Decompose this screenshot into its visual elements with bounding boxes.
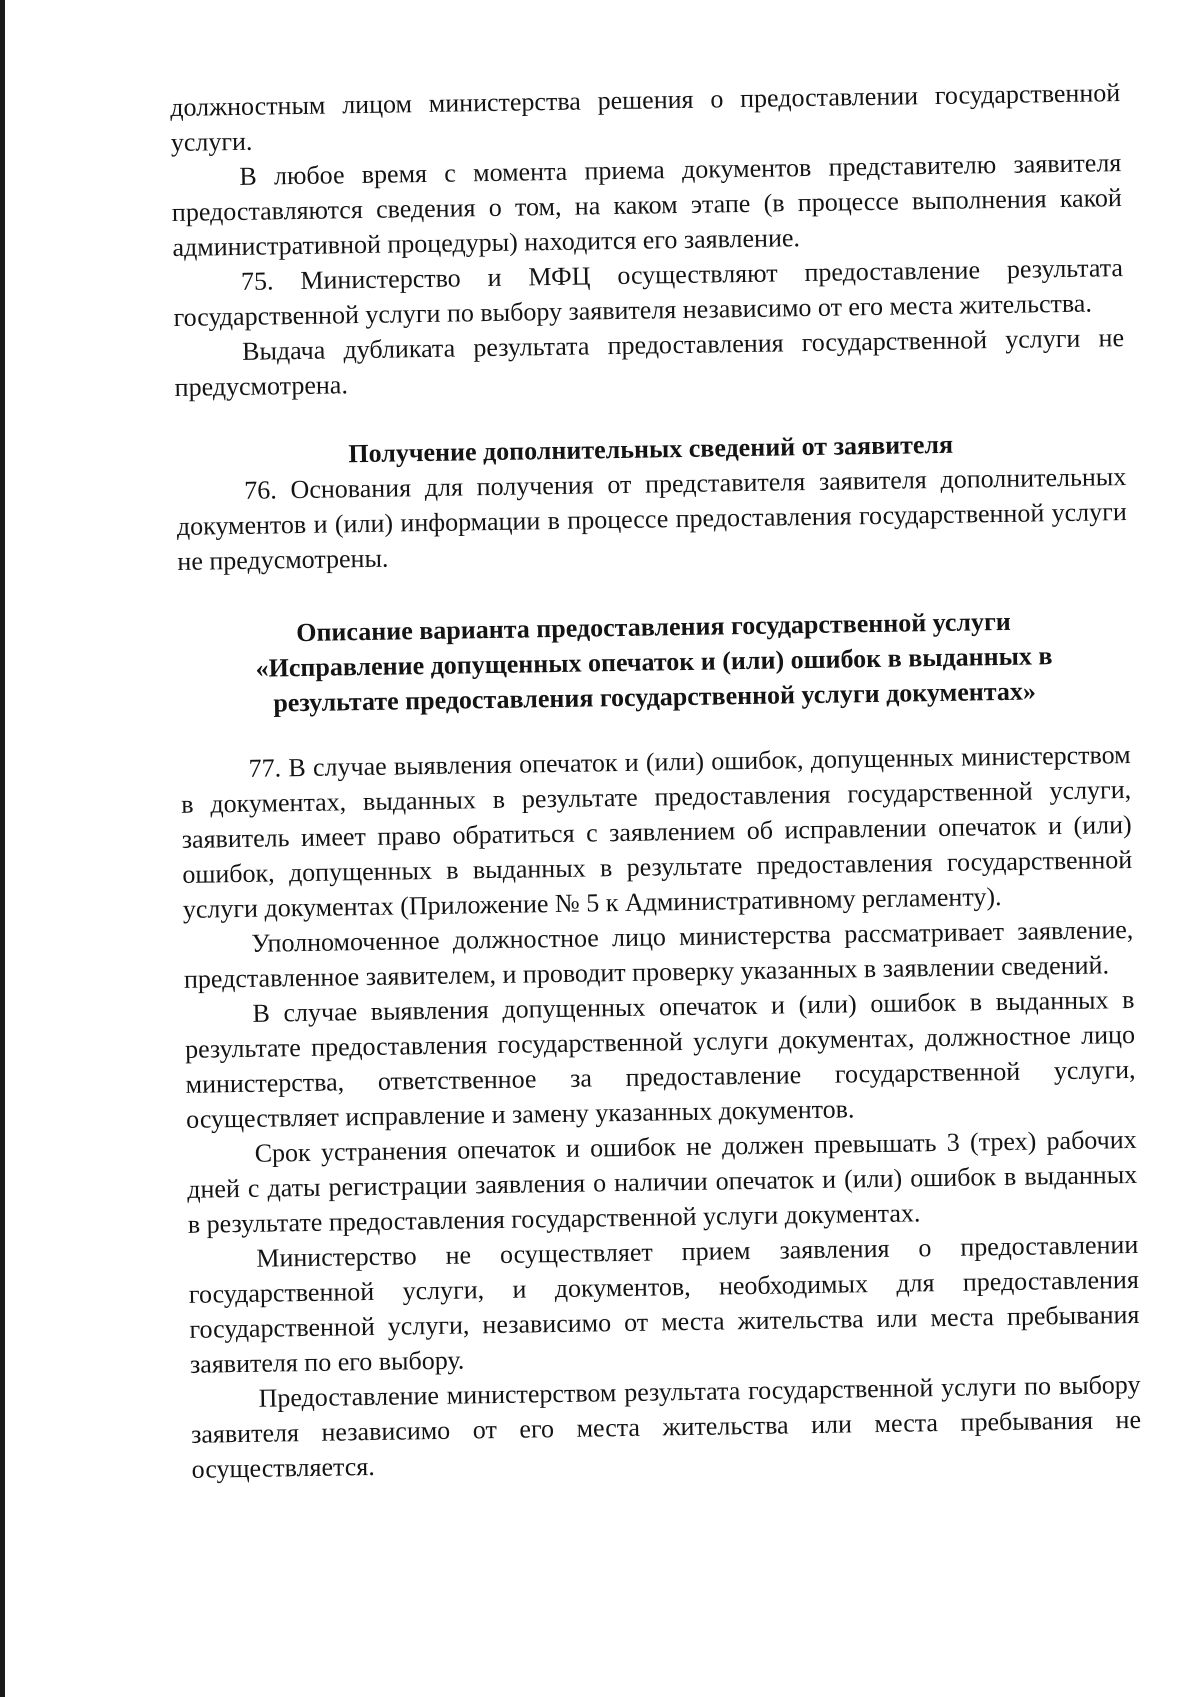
paragraph-no-acceptance: Министерство не осуществляет прием заявления о предоставлении государственной услуги, и документов, необходимых для предоставления государственной услуги, независимо от места жительства или места пребывания заявителя по его выбору. xyxy=(188,1229,1140,1379)
heading-line: Описание варианта предоставления государственной услуги xyxy=(295,606,1012,648)
heading-line: Получение дополнительных сведений от заявителя xyxy=(348,429,954,469)
paragraph-75: 75. Министерство и МФЦ осуществляют предоставление результата государственной услуги по выбору заявителя независимо от его места жительства. xyxy=(173,253,1124,332)
heading-line: результате предоставления государственной услуги документах» xyxy=(273,676,1037,718)
paragraph-correction: В случае выявления допущенных опечаток и (или) ошибок в выданных в результате предоставления государственной услуги документах, должностное лицо министерства, ответственное за предоставление государственной услуги, осуществляет исправление и замену указанных документов. xyxy=(184,984,1136,1134)
scan-edge xyxy=(0,0,5,1697)
heading-line: «Исправление допущенных опечаток и (или) ошибок в выданных в xyxy=(255,641,1053,683)
document-page xyxy=(170,75,1142,1487)
paragraph-status-info: В любое время с момента приема документов представителю заявителя предоставляются сведения о том, на каком этапе (в процессе выполнения какой административной процедуры) находится его заявление. xyxy=(171,148,1123,262)
paragraph-duplicate: Выдача дубликата результата предоставления государственной услуги не предусмотрена. xyxy=(174,323,1125,402)
paragraph-deadline: Срок устранения опечаток и ошибок не должен превышать 3 (трех) рабочих дней с даты регистрации заявления о наличии опечаток и (или) ошибок в выданных в результате предоставления государственной услуги документах. xyxy=(187,1124,1138,1239)
paragraph-no-delivery: Предоставление министерством результата государственной услуги по выбору заявителя независимо от его места жительства или места пребывания не осуществляется. xyxy=(190,1369,1142,1484)
paragraph-76: 76. Основания для получения от представителя заявителя дополнительных документов и (или) информации в процессе предоставления государственной услуги не предусмотрены. xyxy=(176,462,1127,576)
section-heading-correction-variant xyxy=(178,602,1130,722)
paragraph-review: Уполномоченное должностное лицо министерства рассматривает заявление, представленное заявителем, и проводит проверку указанных в заявлении сведений. xyxy=(183,914,1134,994)
paragraph-77: 77. В случае выявления опечаток и (или) ошибок, допущенных министерством в документах, выданных в результате предоставления государственной услуги, заявитель имеет право обратиться с заявлением об исправлении опечаток и (или) ошибок, допущенных в выданных в результате предоставления государственной услуги документах (Приложение № 5 к Административному регламенту). xyxy=(180,739,1133,924)
paragraph-continuation: должностным лицом министерства решения о предоставлении государственной услуги. xyxy=(170,78,1121,157)
